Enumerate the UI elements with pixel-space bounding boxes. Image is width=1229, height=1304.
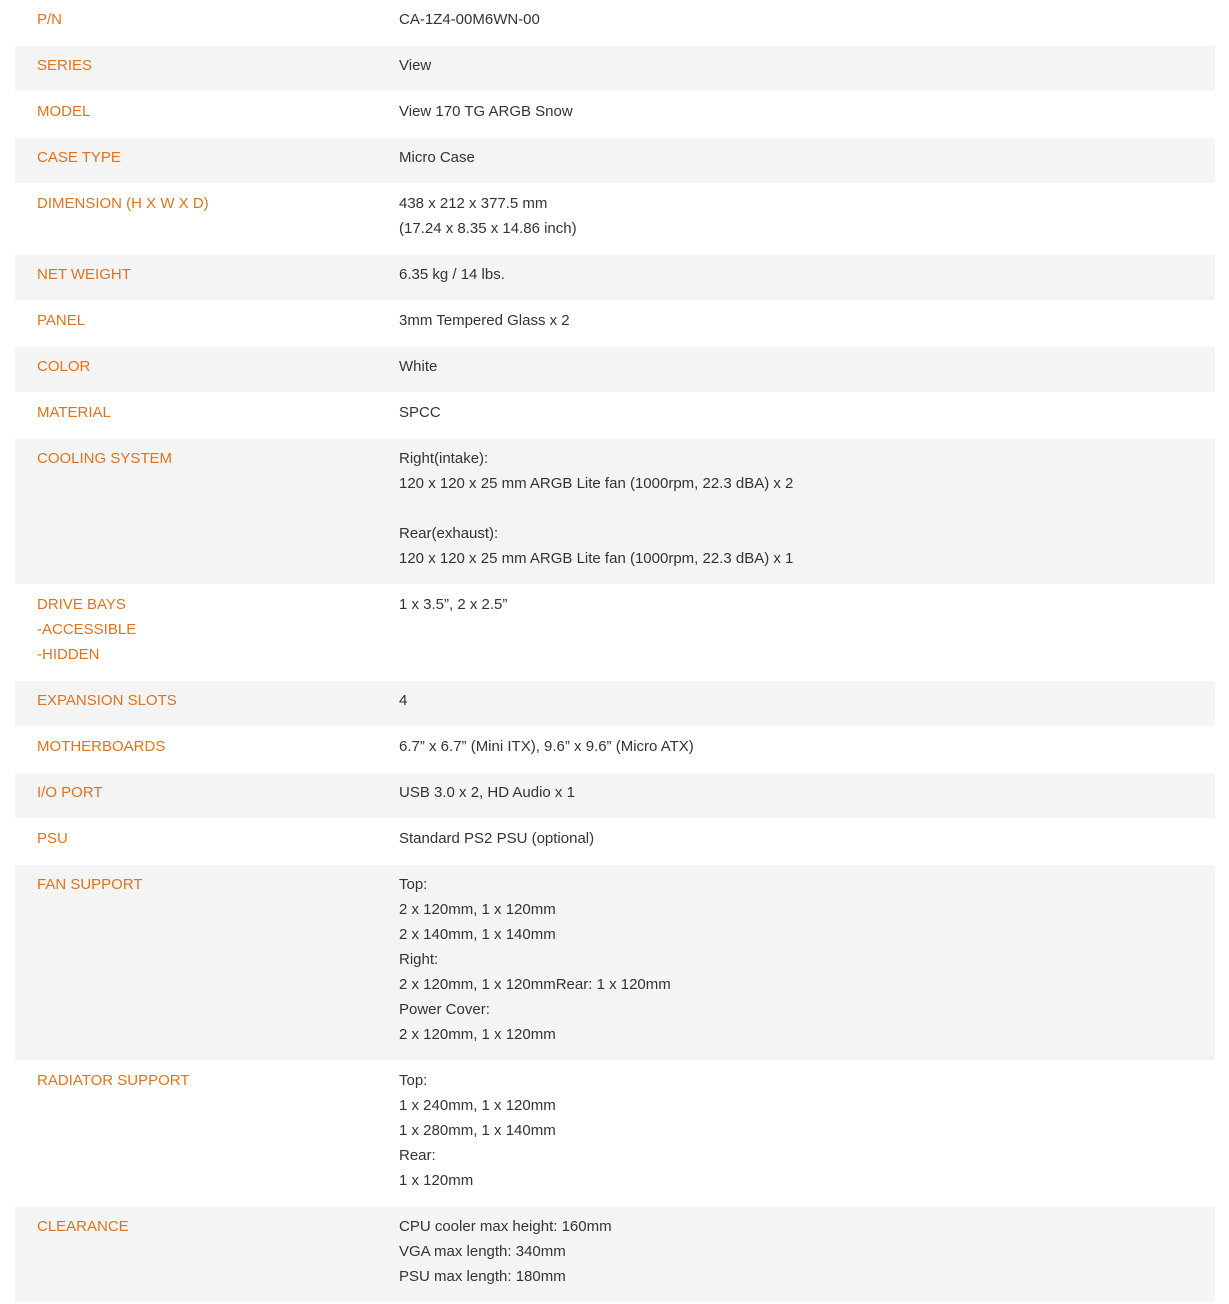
spec-value: View 170 TG ARGB Snow [399, 103, 573, 120]
spec-value: 438 x 212 x 377.5 mm (17.24 x 8.35 x 14.86 inch) [399, 195, 577, 237]
spec-label: MOTHERBOARDS [37, 738, 166, 755]
spec-label: P/N [37, 11, 63, 28]
spec-value: 3mm Tempered Glass x 2 [399, 312, 570, 329]
spec-row-clearance [15, 1207, 1215, 1303]
spec-value: View [399, 57, 432, 74]
spec-label: DIMENSION (H X W X D) [37, 195, 209, 212]
spec-row-drive-bays [15, 585, 1215, 681]
spec-label: COOLING SYSTEM [37, 450, 173, 467]
spec-value: White [399, 358, 438, 375]
spec-value: Right(intake): 120 x 120 x 25 mm ARGB Lite fan (1000rpm, 22.3 dBA) x 2 Rear(exhaust): 120 x 120 x 25 mm ARGB Lite fan (1000rpm, 22.3 dBA) x 1 [399, 450, 794, 567]
spec-row-case-type [15, 138, 1215, 184]
spec-row-psu [15, 819, 1215, 865]
spec-label: RADIATOR SUPPORT [37, 1072, 190, 1089]
spec-table [15, 0, 1215, 1303]
spec-value: Micro Case [399, 149, 475, 166]
spec-label: MODEL [37, 103, 91, 120]
spec-label: MATERIAL [37, 404, 111, 421]
spec-row-panel [15, 301, 1215, 347]
spec-label: COLOR [37, 358, 91, 375]
spec-value: SPCC [399, 404, 441, 421]
spec-value: CA-1Z4-00M6WN-00 [399, 11, 540, 28]
spec-row-dimension [15, 184, 1215, 255]
spec-label: PSU [37, 830, 68, 847]
spec-label: CASE TYPE [37, 149, 121, 166]
spec-label: CLEARANCE [37, 1218, 129, 1235]
spec-row-color [15, 347, 1215, 393]
spec-label: PANEL [37, 312, 86, 329]
spec-value: Standard PS2 PSU (optional) [399, 830, 595, 847]
spec-row-expansion-slots [15, 681, 1215, 727]
spec-row-material [15, 393, 1215, 439]
spec-table-body [15, 0, 1215, 1303]
spec-row-io-port [15, 773, 1215, 819]
spec-label: NET WEIGHT [37, 266, 131, 283]
spec-value: 1 x 3.5”, 2 x 2.5” [399, 596, 508, 613]
spec-row-series [15, 46, 1215, 92]
spec-row-net-weight [15, 255, 1215, 301]
spec-value: Top: 2 x 120mm, 1 x 120mm 2 x 140mm, 1 x 140mm Right: 2 x 120mm, 1 x 120mmRear: 1 x 120mm Power Cover: 2 x 120mm, 1 x 120mm [399, 876, 671, 1043]
spec-value: 4 [399, 692, 408, 709]
spec-label: I/O PORT [37, 784, 103, 801]
spec-row-pn [15, 0, 1215, 46]
spec-value: USB 3.0 x 2, HD Audio x 1 [399, 784, 575, 801]
spec-value: Top: 1 x 240mm, 1 x 120mm 1 x 280mm, 1 x 140mm Rear: 1 x 120mm [399, 1072, 556, 1189]
spec-row-fan-support [15, 865, 1215, 1061]
spec-label: DRIVE BAYS -ACCESSIBLE -HIDDEN [37, 596, 137, 663]
spec-value: CPU cooler max height: 160mm VGA max length: 340mm PSU max length: 180mm [399, 1218, 612, 1285]
spec-label: SERIES [37, 57, 93, 74]
spec-value: 6.7” x 6.7” (Mini ITX), 9.6” x 9.6” (Micro ATX) [399, 738, 694, 755]
spec-value: 6.35 kg / 14 lbs. [399, 266, 505, 283]
spec-row-radiator-support [15, 1061, 1215, 1207]
spec-label: FAN SUPPORT [37, 876, 143, 893]
spec-label: EXPANSION SLOTS [37, 692, 177, 709]
spec-row-model [15, 92, 1215, 138]
spec-row-motherboards [15, 727, 1215, 773]
spec-row-cooling-system [15, 439, 1215, 585]
